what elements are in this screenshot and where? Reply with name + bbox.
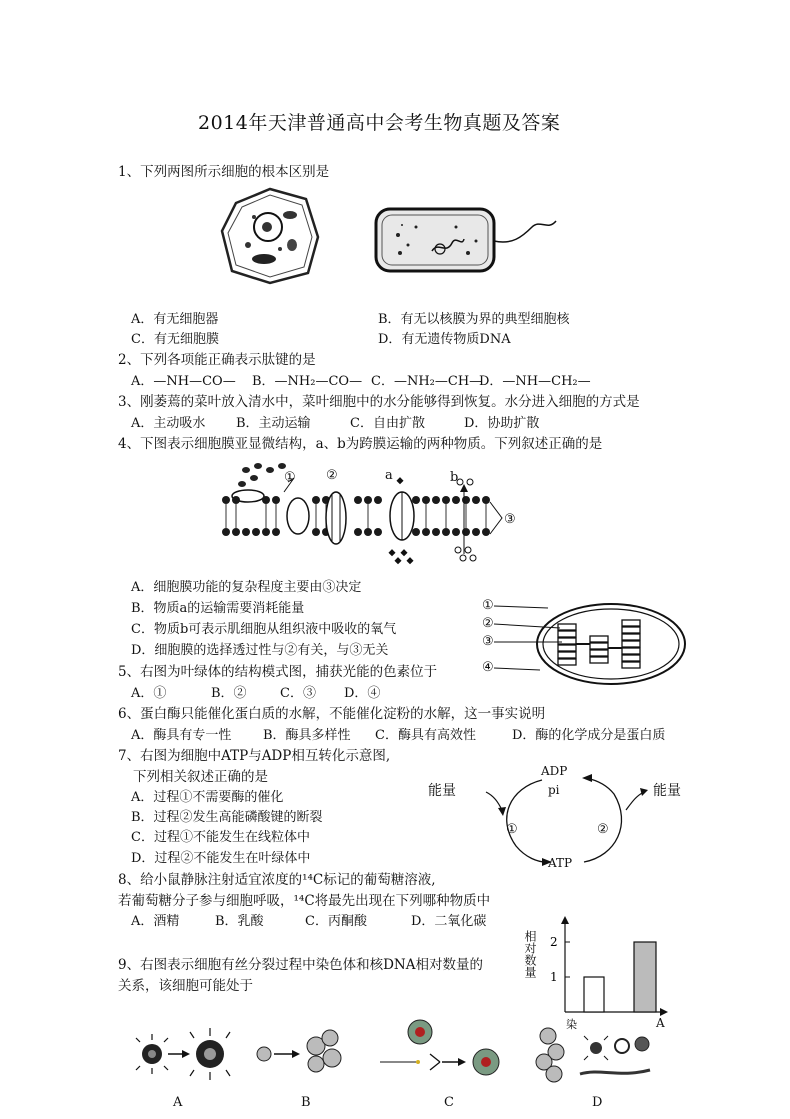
membrane-label-1: ①: [284, 470, 296, 485]
chart-x-arrow: [660, 1008, 668, 1016]
chart-bar-2: [634, 942, 656, 1012]
q2-option-a[interactable]: A．—NH—CO—: [131, 374, 236, 389]
membrane-label-a: a: [385, 468, 393, 483]
chart-y-arrow: [561, 916, 569, 924]
q5-option-a[interactable]: A．①: [131, 686, 167, 701]
image-label-b: B: [301, 1095, 311, 1110]
image-d-cells: [536, 1028, 650, 1082]
q5-option-d[interactable]: D．④: [344, 686, 381, 701]
cycle-process-1: ①: [506, 822, 518, 837]
membrane-diagram: [218, 458, 528, 568]
q2-option-d[interactable]: D．—NH—CH₂—: [479, 374, 591, 389]
question-5-stem: 5、右图为叶绿体的结构模式图，捕获光能的色素位于: [118, 664, 438, 680]
question-9-stem-2: 关系，该细胞可能处于: [118, 978, 253, 994]
q6-option-c[interactable]: C．酶具有高效性: [375, 728, 476, 743]
question-3-stem: 3、刚萎蔫的菜叶放入清水中，菜叶细胞中的水分能够得到恢复。水分进入细胞的方式是: [118, 394, 640, 410]
q3-option-c[interactable]: C．自由扩散: [350, 416, 425, 431]
question-7-stem: 7、右图为细胞中ATP与ADP相互转化示意图,: [118, 748, 391, 764]
image-label-c: C: [444, 1095, 454, 1110]
chloroplast-label-3: ③: [482, 634, 494, 649]
plant-cell-image: [218, 185, 328, 285]
q6-option-d[interactable]: D．酶的化学成分是蛋白质: [512, 728, 666, 743]
q3-option-b[interactable]: B．主动运输: [236, 416, 311, 431]
image-a-cells: [136, 1028, 230, 1080]
q2-option-b[interactable]: B．—NH₂—CO—: [252, 374, 363, 389]
q4-option-c[interactable]: C．物质b可表示肌细胞从组织液中吸收的氧气: [131, 622, 397, 637]
q8-option-b[interactable]: B．乳酸: [215, 914, 264, 929]
chloroplast-label-2: ②: [482, 616, 494, 631]
q7-option-d[interactable]: D．过程②不能发生在叶绿体中: [131, 851, 311, 866]
q1-option-c[interactable]: C．有无细胞膜: [131, 332, 219, 347]
cycle-adp-label: ADP: [541, 764, 568, 778]
q7-option-a[interactable]: A．过程①不需要酶的催化: [131, 790, 284, 805]
q8-option-a[interactable]: A．酒精: [131, 914, 180, 929]
question-4-stem: 4、下图表示细胞膜亚显微结构，a、b为跨膜运输的两种物质。下列叙述正确的是: [118, 436, 603, 452]
chart-x-label-left: 染: [566, 1018, 577, 1031]
question-2-stem: 2、下列各项能正确表示肽键的是: [118, 352, 316, 368]
page-title: 2014年天津普通高中会考生物真题及答案: [198, 112, 561, 134]
question-7-stem-2: 下列相关叙述正确的是: [133, 769, 268, 785]
chart-x-label-right: A: [656, 1016, 665, 1030]
q6-option-a[interactable]: A．酶具有专一性: [131, 728, 232, 743]
cycle-energy-right: 能量: [653, 783, 681, 799]
chart-bar-1: [584, 977, 604, 1012]
q3-option-d[interactable]: D．协助扩散: [464, 416, 540, 431]
q6-option-b[interactable]: B．酶具多样性: [263, 728, 351, 743]
membrane-label-3: ③: [504, 512, 516, 527]
image-label-d: D: [592, 1095, 603, 1110]
chloroplast-label-4: ④: [482, 660, 494, 675]
cycle-process-2: ②: [597, 822, 609, 837]
question-9-stem: 9、右图表示细胞有丝分裂过程中染色体和核DNA相对数量的: [118, 957, 483, 973]
chart-y-label: 相对数量: [523, 930, 537, 978]
q4-option-a[interactable]: A．细胞膜功能的复杂程度主要由③决定: [131, 580, 362, 595]
chart-tick-label-2: 2: [550, 935, 558, 949]
q1-option-a[interactable]: A．有无细胞器: [131, 312, 219, 327]
q8-option-c[interactable]: C．丙酮酸: [305, 914, 367, 929]
membrane-label-2: ②: [326, 468, 338, 483]
cell-division-images: [130, 1018, 690, 1098]
q5-option-b[interactable]: B．②: [211, 686, 247, 701]
question-1-stem: 1、下列两图所示细胞的根本区别是: [118, 164, 330, 180]
q5-option-c[interactable]: C．③: [280, 686, 316, 701]
question-8-stem: 8、给小鼠静脉注射适宜浓度的¹⁴C标记的葡萄糖溶液,: [118, 872, 436, 888]
q3-option-a[interactable]: A．主动吸水: [131, 416, 206, 431]
question-8-stem-2: 若葡萄糖分子参与细胞呼吸，¹⁴C将最先出现在下列哪种物质中: [118, 893, 491, 909]
question-6-stem: 6、蛋白酶只能催化蛋白质的水解，不能催化淀粉的水解，这一事实说明: [118, 706, 546, 722]
membrane-label-b: b: [450, 470, 459, 485]
image-label-a: A: [173, 1095, 183, 1110]
q4-option-d[interactable]: D．细胞膜的选择透过性与②有关，与③无关: [131, 643, 389, 658]
cycle-atp-label: ATP: [548, 856, 573, 870]
q2-option-c[interactable]: C．—NH₂—CH—: [371, 374, 483, 389]
chloroplast-label-1: ①: [482, 598, 494, 613]
q4-option-b[interactable]: B．物质a的运输需要消耗能量: [131, 601, 305, 616]
q9-bar-chart: [520, 916, 670, 1026]
q8-option-d[interactable]: D．二氧化碳: [411, 914, 487, 929]
chart-tick-label-1: 1: [550, 970, 558, 984]
cycle-energy-left: 能量: [428, 783, 456, 799]
chloroplast-diagram: [478, 598, 688, 688]
image-b-cells: [257, 1030, 341, 1072]
image-c-cells: [380, 1020, 499, 1075]
q7-option-b[interactable]: B．过程②发生高能磷酸键的断裂: [131, 810, 323, 825]
bacterium-image: [372, 205, 562, 285]
cycle-pi-label: pi: [548, 783, 560, 797]
q1-option-d[interactable]: D．有无遗传物质DNA: [378, 332, 511, 347]
q1-option-b[interactable]: B．有无以核膜为界的典型细胞核: [378, 312, 570, 327]
q7-option-c[interactable]: C．过程①不能发生在线粒体中: [131, 830, 310, 845]
